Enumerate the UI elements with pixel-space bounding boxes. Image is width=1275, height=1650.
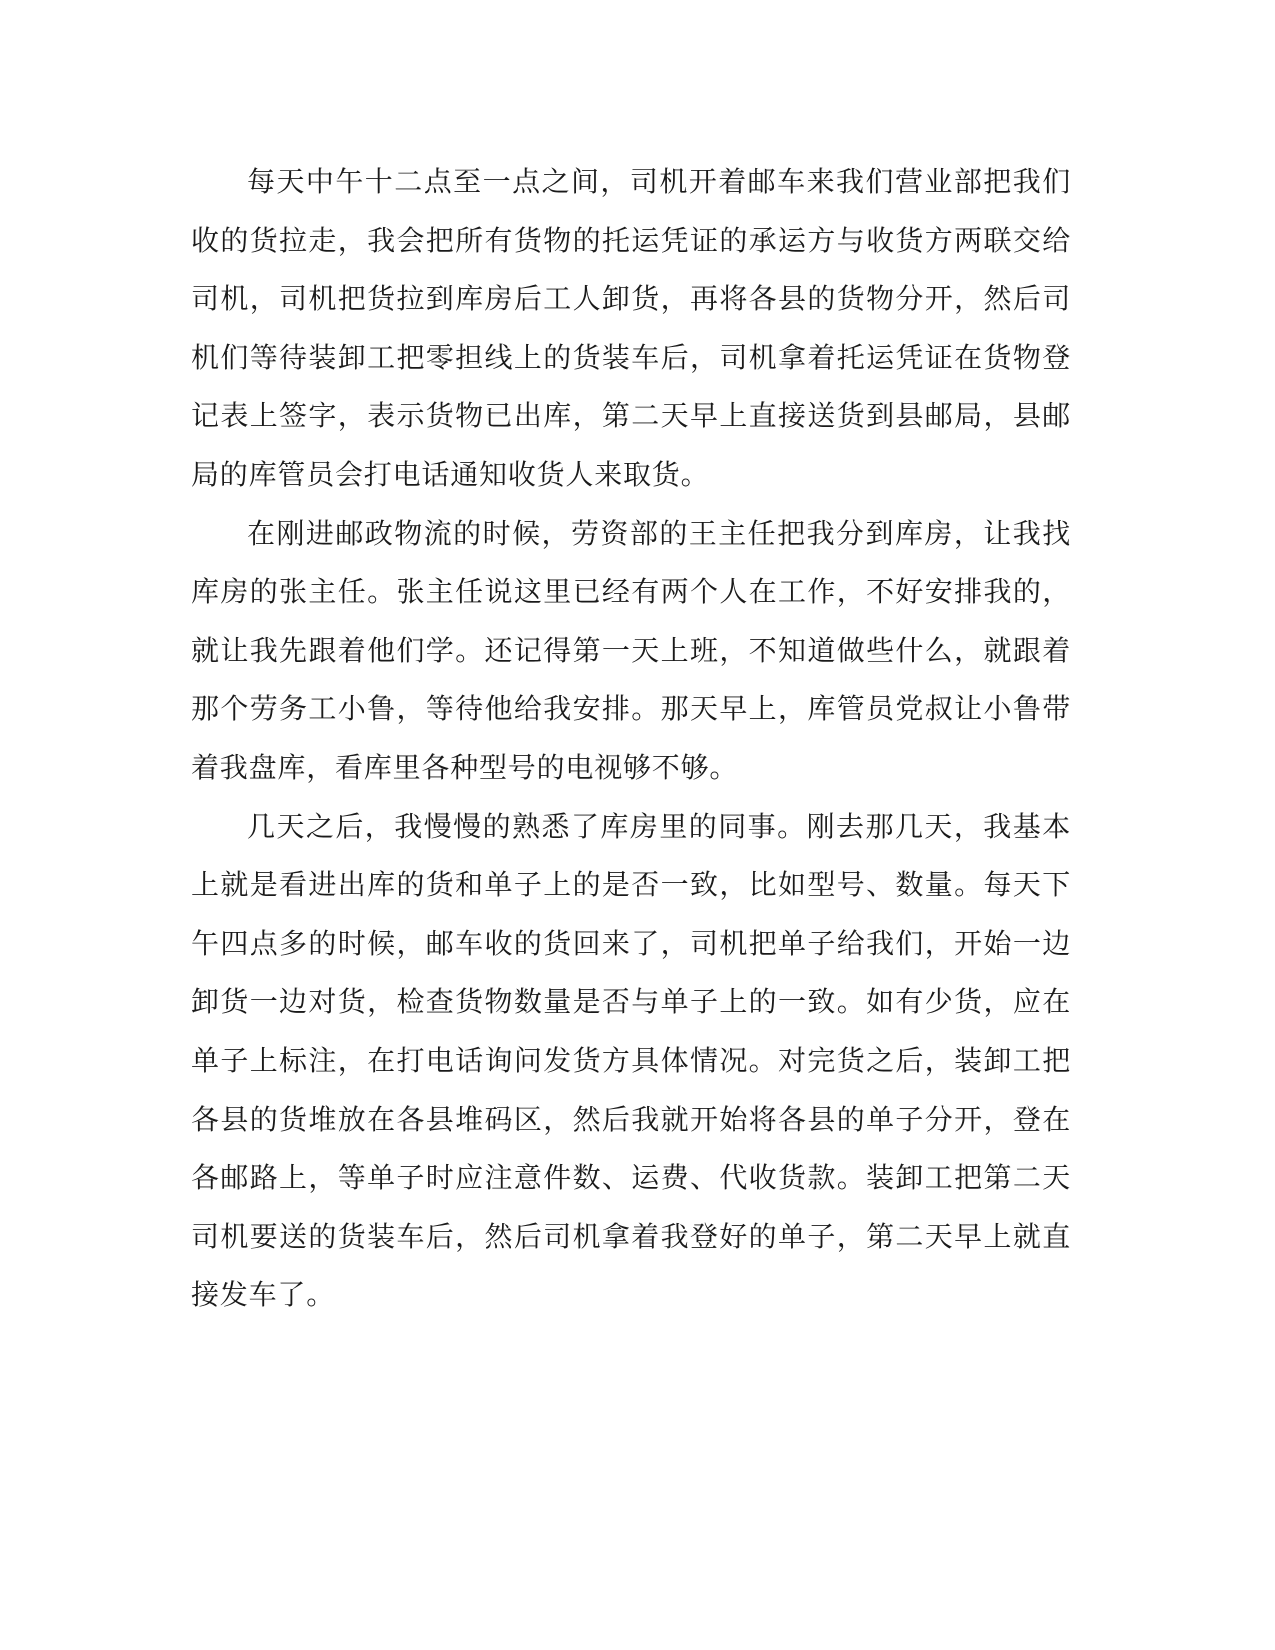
paragraph-3: 几天之后，我慢慢的熟悉了库房里的同事。刚去那几天，我基本上就是看进出库的货和单子上的是否一致，比如型号、数量。每天下午四点多的时候，邮车收的货回来了，司机把单子给我们，开始一边卸货一边对货，检查货物数量是否与单子上的一致。如有少货，应在单子上标注，在打电话询问发货方具体情况。对完货之后，装卸工把各县的货堆放在各县堆码区，然后我就开始将各县的单子分开，登在各邮路上，等单子时应注意件数、运费、代收货款。装卸工把第二天司机要送的货装车后，然后司机拿着我登好的单子，第二天早上就直接发车了。 bbox=[191, 809, 1071, 1312]
paragraph-2: 在刚进邮政物流的时候，劳资部的王主任把我分到库房，让我找库房的张主任。张主任说这里已经有两个人在工作，不好安排我的，就让我先跟着他们学。还记得第一天上班，不知道做些什么，就跟着那个劳务工小鲁，等待他给我安排。那天早上，库管员党叔让小鲁带着我盘库，看库里各种型号的电视够不够。 bbox=[191, 516, 1071, 784]
document-body bbox=[191, 153, 1071, 1325]
paragraph-1: 每天中午十二点至一点之间，司机开着邮车来我们营业部把我们收的货拉走，我会把所有货物的托运凭证的承运方与收货方两联交给司机，司机把货拉到库房后工人卸货，再将各县的货物分开，然后司机们等待装卸工把零担线上的货装车后，司机拿着托运凭证在货物登记表上签字，表示货物已出库，第二天早上直接送货到县邮局，县邮局的库管员会打电话通知收货人来取货。 bbox=[191, 165, 1071, 491]
